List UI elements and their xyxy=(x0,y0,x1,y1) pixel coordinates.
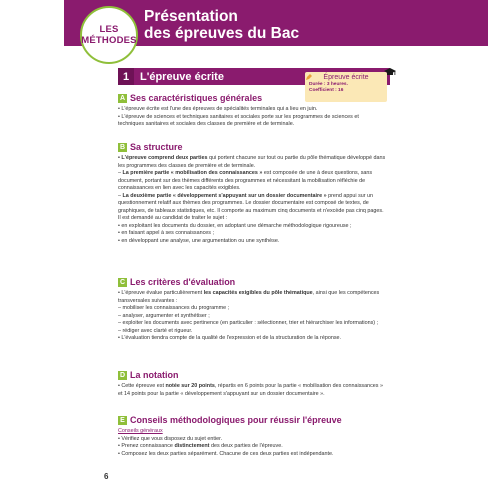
paragraph: • L'épreuve écrite est l'une des épreuves de spécialités terminales qui a lieu en juin. xyxy=(118,106,318,112)
subsection-e-body xyxy=(118,428,386,458)
subsection-c-body xyxy=(118,290,386,343)
paragraph xyxy=(118,383,386,398)
emphasis: distinctement xyxy=(174,443,210,449)
text: des deux parties de l'épreuve. xyxy=(209,443,283,449)
info-box-title: Épreuve écrite xyxy=(323,74,369,81)
subsection-e-letter: E xyxy=(118,416,127,425)
subsection-d-heading xyxy=(118,370,179,380)
emphasis: La deuxième partie « développement s'appuyant sur un dossier documentaire » xyxy=(122,192,327,199)
emphasis: les capacités exigibles du pôle thématique xyxy=(203,290,313,296)
text: • L'épreuve évalue particulièrement xyxy=(118,290,204,296)
pencil-icon xyxy=(306,74,312,80)
paragraph: • L'épreuve de sciences et techniques sanitaires et sociales porte sur les programmes de sciences et techniques sanitaires et sociales des classes de première et de terminale. xyxy=(118,113,359,127)
subsection-b-body xyxy=(118,155,386,245)
subsection-a-letter: A xyxy=(119,94,126,102)
paragraph xyxy=(118,155,386,170)
text: – xyxy=(118,192,123,199)
emphasis: La première partie « mobilisation des connaissances » xyxy=(122,170,263,176)
graduation-cap-icon xyxy=(384,68,396,76)
text: prend appui sur un questionnement relatif aux thèmes des programmes. Le dossier documentaire est composé de textes, de graphiques, de tableaux statistiques, etc. Il comporte au maximum cinq documents et n'excède pas cinq pages. Il est demandé au candidat de traiter le sujet : xyxy=(118,192,384,221)
subsection-d-title: La notation xyxy=(130,370,179,380)
text: est composée de une à deux questions, sans document, portant sur des thèmes différents des programmes et nécessitant la mobilisation réfléchie de connaissances en lien avec les capacités exigibles. xyxy=(118,170,373,191)
subsection-c-heading xyxy=(118,277,235,287)
paragraph: – exploiter les documents avec pertinence (en particulier : sélectionner, trier et hiérarchiser les informations) ; xyxy=(118,320,379,326)
emphasis: • L'épreuve comprend deux parties xyxy=(118,155,208,161)
page-title xyxy=(144,8,299,42)
paragraph: • L'évaluation tiendra compte de la qualité de l'expression et de la structuration de la réponse. xyxy=(118,335,342,341)
paragraph: – mobiliser les connaissances du programme ; xyxy=(118,305,230,311)
subsection-d-body xyxy=(118,383,386,398)
info-box-coefficient: Coefficient : 16 xyxy=(309,88,344,93)
subsection-a-body xyxy=(118,106,386,129)
paragraph: • en faisant appel à ses connaissances ; xyxy=(118,230,214,236)
paragraph xyxy=(118,290,386,305)
badge-line1: LES xyxy=(99,24,119,35)
subsection-a-heading xyxy=(118,93,262,103)
paragraph: • Composez les deux parties séparément. Chacune de ces deux parties est indépendante. xyxy=(118,450,334,457)
text: • Cette épreuve est xyxy=(118,383,166,389)
page-title-line2: des épreuves du Bac xyxy=(144,25,300,42)
subsection-c-title: Les critères d'évaluation xyxy=(130,277,236,287)
page-title-line1: Présentation xyxy=(144,8,238,25)
subsection-e-title: Conseils méthodologiques pour réussir l'épreuve xyxy=(130,415,342,425)
general-advice-link: Conseils généraux xyxy=(118,428,163,434)
paragraph xyxy=(118,443,386,451)
info-box-duration: Durée : 3 heures. xyxy=(309,82,348,87)
paragraph: • en développant une analyse, une argumentation ou une synthèse. xyxy=(118,237,280,244)
text: • Prenez connaissance xyxy=(118,443,175,449)
subsection-a-title: Ses caractéristiques générales xyxy=(130,93,263,103)
paragraph: • Vérifiez que vous disposez du sujet entier. xyxy=(118,435,223,442)
text: , répartis en 6 points pour la partie « mobilisation des connaissances » et 14 points pour la partie « développement s'appuyant sur un dossier documentaire ». xyxy=(118,383,383,397)
subsection-b-title: Sa structure xyxy=(130,142,183,152)
section-title: L'épreuve écrite xyxy=(140,70,224,83)
text: qui portent chacune sur tout ou partie du pôle thématique développé dans les programmes des classes de première et de terminale. xyxy=(118,155,386,169)
subsection-e-heading xyxy=(118,415,342,425)
page-number: 6 xyxy=(104,472,109,481)
text: – xyxy=(118,170,123,176)
methods-badge xyxy=(80,6,138,64)
section-number: 1 xyxy=(118,68,134,85)
badge-line2: MÉTHODES xyxy=(81,35,137,46)
paragraph: • en exploitant les documents du dossier, en adoptant une démarche méthodologique rigoureuse ; xyxy=(118,222,352,229)
subsection-b-heading xyxy=(118,142,183,152)
paragraph xyxy=(118,193,386,223)
text: , ainsi que les compétences transversales suivantes : xyxy=(118,290,380,304)
paragraph: – analyser, argumenter et synthétiser ; xyxy=(118,312,210,319)
emphasis: notée sur 20 points xyxy=(165,383,215,389)
subsection-b-letter: B xyxy=(119,143,126,151)
paragraph xyxy=(118,170,386,193)
subsection-c-letter: C xyxy=(119,278,126,286)
paragraph: – rédiger avec clarté et rigueur. xyxy=(118,327,193,334)
exam-info-box xyxy=(305,72,387,102)
subsection-d-letter: D xyxy=(119,371,126,379)
